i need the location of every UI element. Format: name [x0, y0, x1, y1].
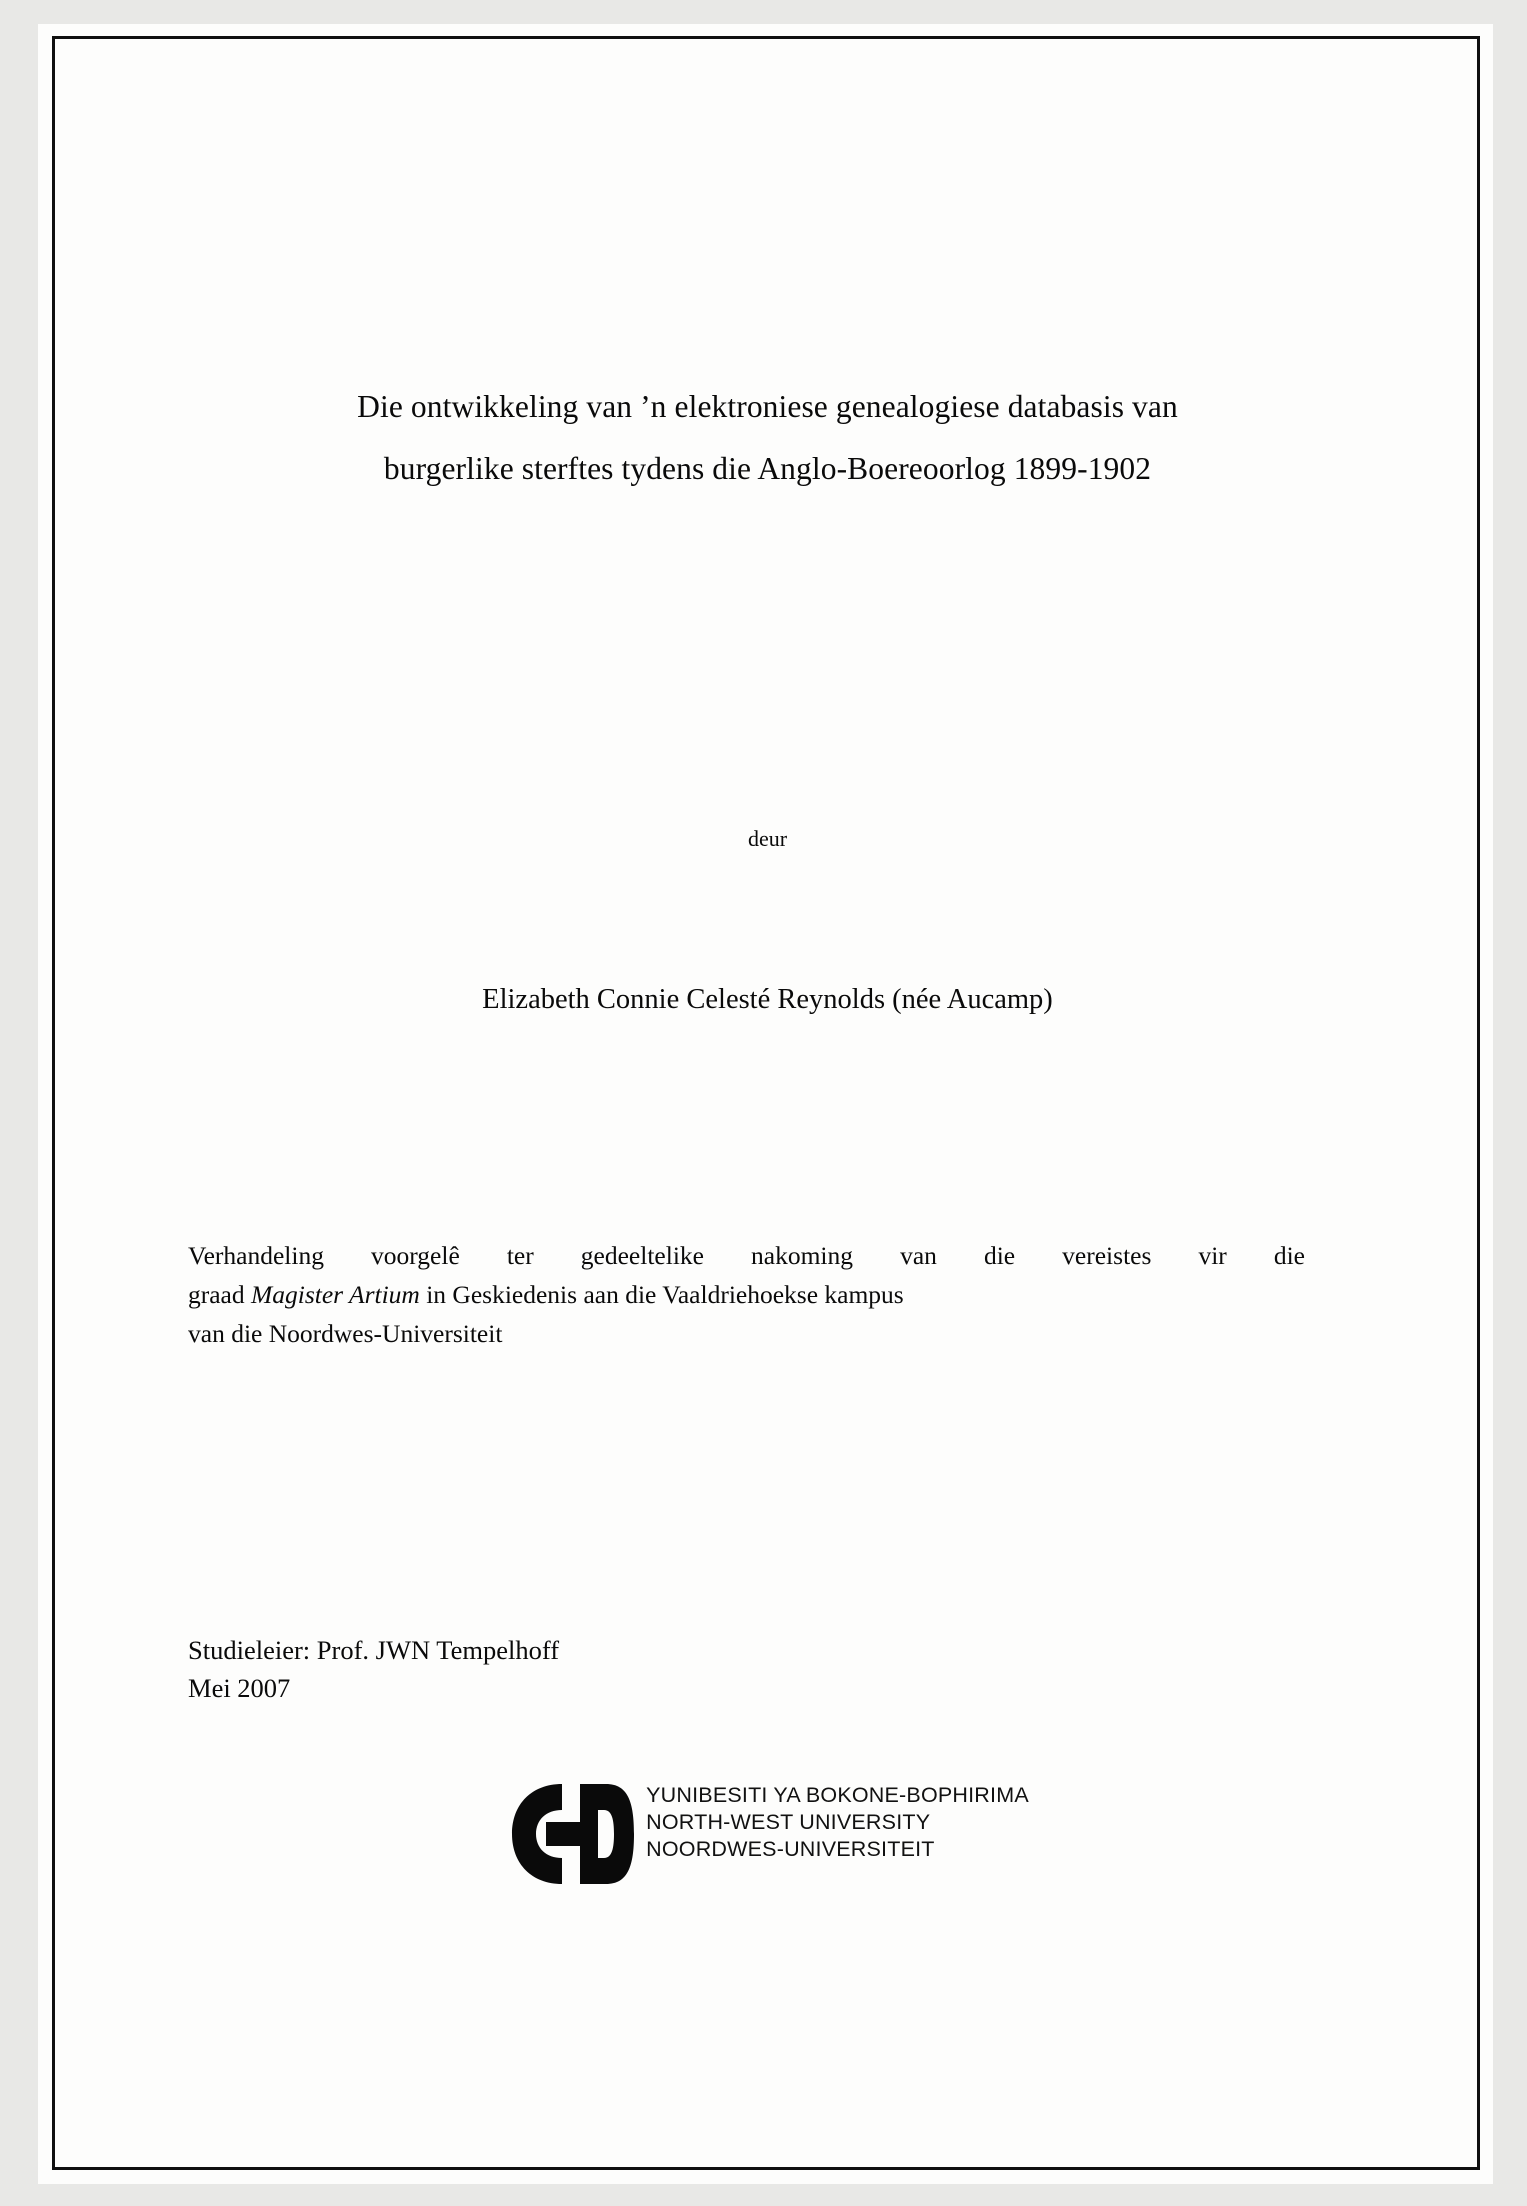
title-line-1: Die ontwikkeling van ’n elektroniese genealogiese databasis van — [357, 389, 1178, 424]
author-name: Elizabeth Connie Celesté Reynolds (née Aucamp) — [482, 984, 1053, 1015]
degree-statement-line-3: van die Noordwes-Universiteit — [188, 1319, 503, 1348]
scan-edge-bottom — [0, 2184, 1527, 2206]
degree-statement-line-2 — [188, 1275, 1305, 1314]
logo-text-line-1: YUNIBESITI YA BOKONE-BOPHIRIMA — [646, 1783, 1029, 1807]
by-label: deur — [747, 826, 788, 851]
title-line-2: burgerlike sterftes tydens die Anglo-Boereoorlog 1899-1902 — [383, 451, 1152, 486]
scan-edge-right — [1493, 0, 1527, 2206]
university-logo-text — [646, 1776, 1029, 1863]
degree-name-italic: Magister Artium — [251, 1280, 420, 1309]
supervisor-line: Studieleier: Prof. JWN Tempelhoff — [188, 1635, 560, 1665]
degree-statement-line-2-pre: graad — [188, 1280, 252, 1309]
date-line: Mei 2007 — [188, 1673, 291, 1703]
supervisor-block — [188, 1631, 1188, 1707]
degree-statement-line-2-post: in Geskiedenis aan die Vaaldriehoekse kampus — [419, 1280, 904, 1309]
title-page-content — [185, 36, 1350, 2170]
scan-edge-left — [0, 0, 38, 2206]
north-west-university-logo-icon — [506, 1780, 636, 1892]
degree-statement — [188, 1236, 1305, 1353]
scan-edge-top — [0, 0, 1527, 24]
page-title — [185, 376, 1350, 500]
degree-statement-line-1: Verhandeling voorgelê ter gedeeltelike nakoming van die vereistes vir die — [188, 1241, 1305, 1270]
logo-text-line-3: NOORDWES-UNIVERSITEIT — [646, 1837, 935, 1861]
university-logo-block — [185, 1776, 1350, 1892]
logo-text-line-2: NORTH-WEST UNIVERSITY — [646, 1810, 931, 1834]
